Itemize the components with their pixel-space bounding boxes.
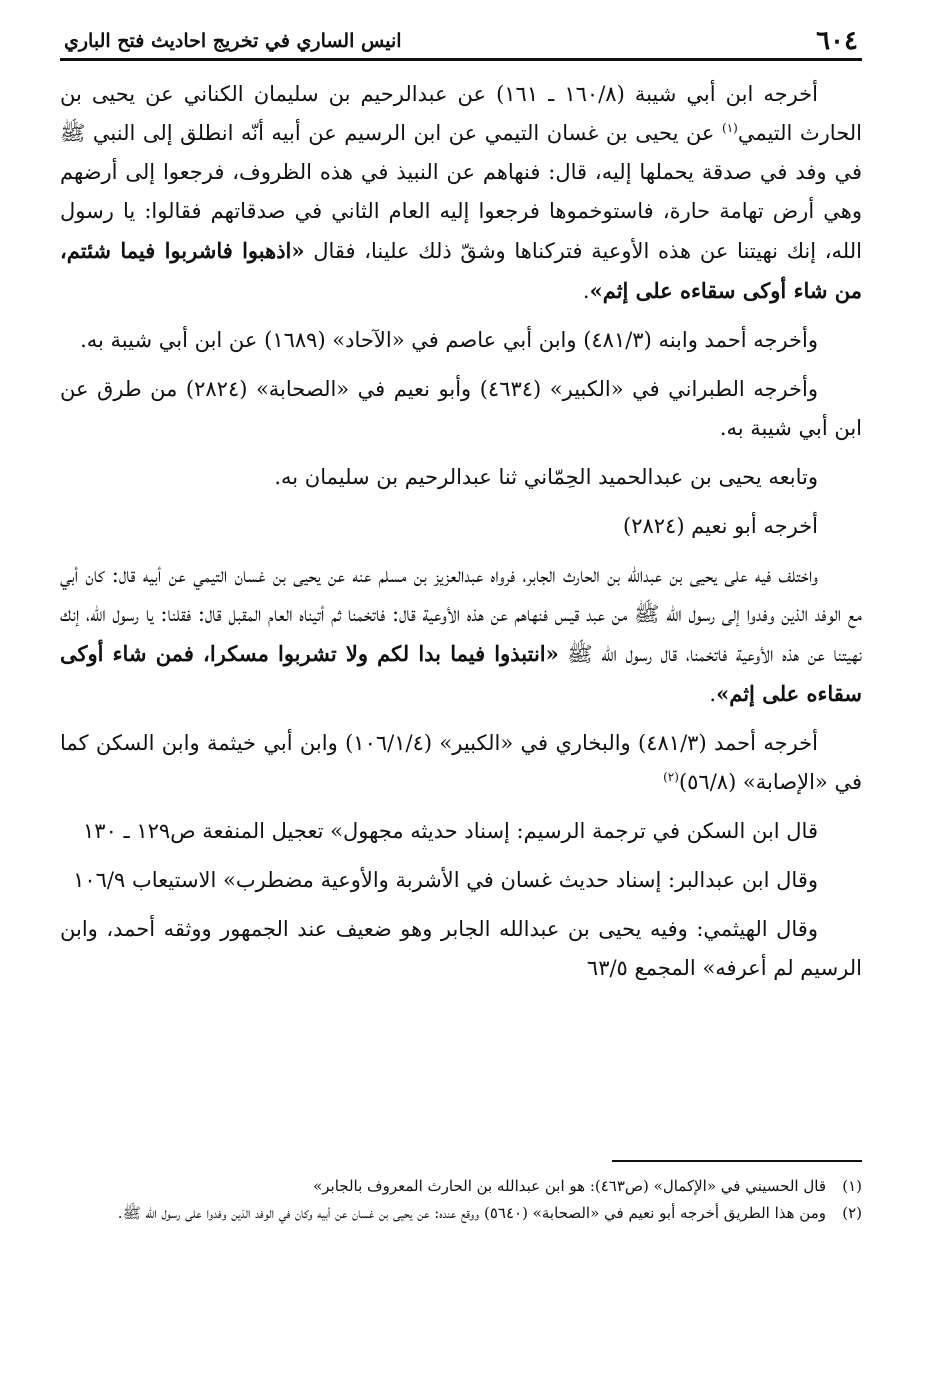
text-run: وأخرجه أحمد وابنه (٤٨١/٣) وابن أبي عاصم في «الآحاد» (١٦٨٩) عن ابن أبي شيبة به. xyxy=(80,328,818,352)
text-run: وقال ابن عبدالبر: إسناد حديث غسان في الأشربة والأوعية مضطرب» الاستيعاب ١٠٦/٩ xyxy=(73,868,818,892)
footnote-list xyxy=(60,1174,862,1226)
paragraph xyxy=(60,370,862,448)
paragraph xyxy=(60,556,862,714)
book-title: انيس الساري في تخريج احاديث فتح الباري xyxy=(64,30,402,52)
footnote xyxy=(60,1201,862,1226)
paragraph xyxy=(60,321,862,360)
hadith-quote: «انتبذوا فيما بدا لكم ولا تشربوا مسكرا، فمن شاء أوكى سقاءه على إثم» xyxy=(60,641,862,706)
page-number: ٦٠٤ xyxy=(816,26,858,56)
text-run: واختلف فيه على يحيى بن عبدالله بن الحارث الجابر، فرواه عبدالعزيز بن مسلم عنه عن يحيى بن غسان التيمي عن أبيه قال: كان أبي مع الوفد الذين وفدوا إلى رسول الله ﷺ من عبد قيس فنهاهم عن هذه الأوعية قال: فاتخمنا ثم أتيناه العام المقبل قال: فقلنا: يا رسول الله، إنك نهيتنا عن هذه الأوعية فاتخمنا، قال رسول الله ﷺ xyxy=(60,563,862,666)
paragraph xyxy=(60,458,862,497)
footnote-text: ومن هذا الطريق أخرجه أبو نعيم في «الصحابة» (٥٦٤٠) ووقع عنده: عن يحيى بن غسان عن أبيه وكان في الوفد الذين وفدوا على رسول الله ﷺ. xyxy=(117,1204,826,1222)
footnote-separator xyxy=(612,1160,862,1162)
paragraph xyxy=(60,861,862,900)
footnotes-section xyxy=(60,1160,862,1228)
text-run: عن يحيى بن غسان التيمي عن ابن الرسيم عن أبيه أنّه انطلق إلى النبي ﷺ في وفد في صدقة يحملها إليه، قال: فنهاهم عن النبيذ في هذه الظروف، فرجعوا إلى أرضهم وهي أرض تهامة حارة، فاستوخموها فرجعوا إليه العام الثاني في صدقاتهم فقالوا: يا رسول الله، إنك نهيتنا عن هذه الأوعية فتركناها وشقّ ذلك علينا، فقال xyxy=(60,121,862,263)
text-run: قال ابن السكن في ترجمة الرسيم: إسناد حديثه مجهول» تعجيل المنفعة ص١٢٩ ـ ١٣٠ xyxy=(83,819,818,843)
text-run: أخرجه ابن أبي شيبة (١٦٠/٨ ـ ١٦١) عن عبدالرحيم بن سليمان الكناني عن يحيى بن الحارث التيمي xyxy=(60,82,862,145)
text-run: وتابعه يحيى بن عبدالحميد الحِمّاني ثنا عبدالرحيم بن سليمان به. xyxy=(274,465,818,489)
footnote-ref: (١) xyxy=(722,121,738,135)
footnote-number: (١) xyxy=(842,1177,862,1195)
footnote-ref: (٢) xyxy=(663,770,679,784)
text-run: . xyxy=(582,279,590,303)
text-run: وقال الهيثمي: وفيه يحيى بن عبدالله الجابر وهو ضعيف عند الجمهور ووثقه أحمد، وابن الرسيم لم أعرفه» المجمع ٦٣/٥ xyxy=(60,917,862,980)
running-header xyxy=(60,20,862,61)
text-run: . xyxy=(709,682,717,706)
paragraph xyxy=(60,910,862,988)
footnote xyxy=(60,1174,862,1199)
text-run: أخرجه أحمد (٤٨١/٣) والبخاري في «الكبير» (١٠٦/١/٤) وابن أبي خيثمة وابن السكن كما في «الإصابة» (٥٦/٨) xyxy=(60,731,862,794)
text-run: أخرجه أبو نعيم (٢٨٢٤) xyxy=(622,514,818,538)
hadith-quote: «اذهبوا فاشربوا فيما شئتم، من شاء أوكى سقاءه على إثم» xyxy=(60,238,862,303)
footnote-number: (٢) xyxy=(842,1204,862,1222)
book-page xyxy=(60,20,862,1350)
footnote-text: قال الحسيني في «الإكمال» (ص٤٦٣): هو ابن عبدالله بن الحارث المعروف بالجابر» xyxy=(313,1177,826,1195)
main-text xyxy=(60,75,862,988)
paragraph xyxy=(60,724,862,802)
paragraph xyxy=(60,507,862,546)
paragraph xyxy=(60,812,862,851)
text-run: وأخرجه الطبراني في «الكبير» (٤٦٣٤) وأبو نعيم في «الصحابة» (٢٨٢٤) من طرق عن ابن أبي شيبة به. xyxy=(60,377,862,440)
paragraph xyxy=(60,75,862,311)
